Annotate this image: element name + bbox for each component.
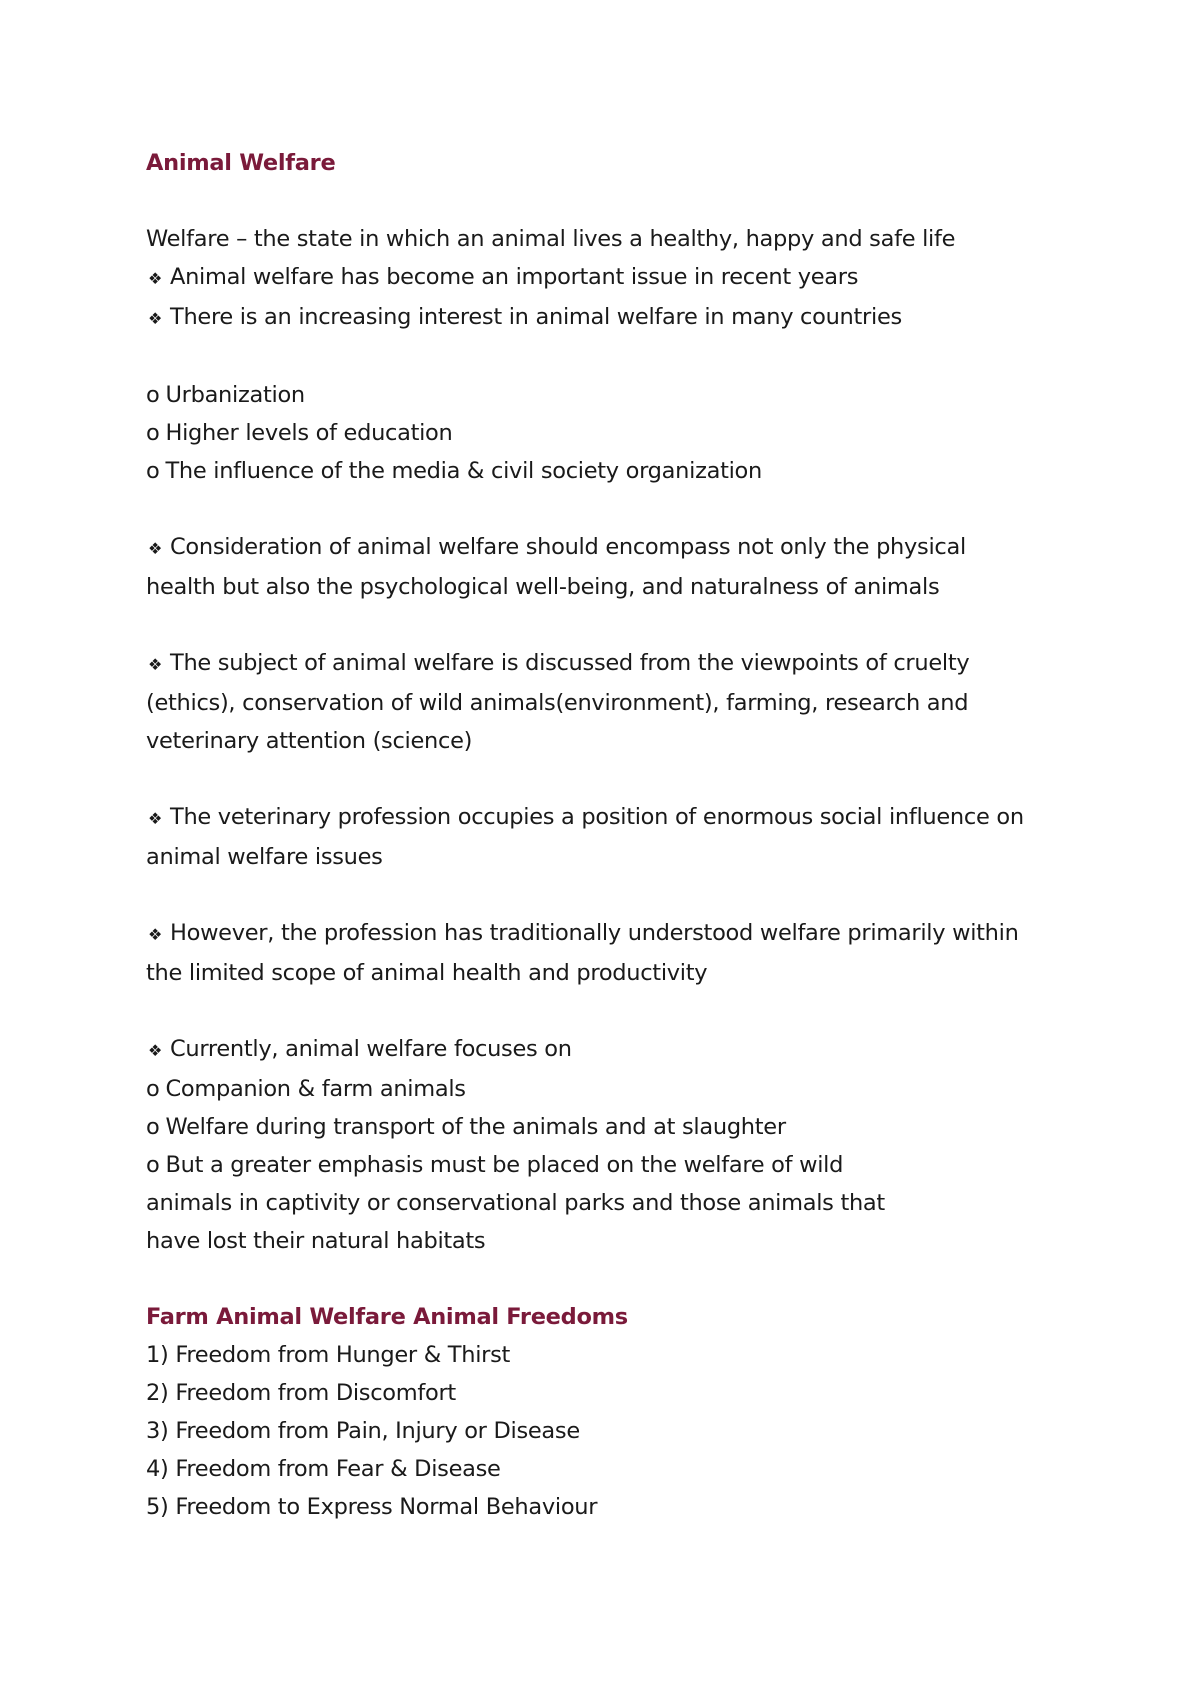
sub-list-item: o The influence of the media & civil society organization [146, 458, 762, 484]
diamond-bullet-icon: ❖ [147, 655, 163, 674]
freedom-item: 4) Freedom from Fear & Disease [146, 1456, 501, 1482]
diamond-bullet-icon: ❖ [147, 269, 163, 288]
sub-list-continuation: have lost their natural habitats [146, 1228, 486, 1254]
spacer [146, 606, 1086, 644]
bullet-continuation: (ethics), conservation of wild animals(environment), farming, research and [146, 690, 969, 716]
freedom-item: 1) Freedom from Hunger & Thirst [146, 1342, 511, 1368]
document-body [146, 144, 1086, 1526]
circle-bullet-icon: o [146, 1114, 160, 1140]
bullet-continuation: animal welfare issues [146, 844, 383, 870]
bullet-item: ❖ Currently, animal welfare focuses on [146, 1030, 1086, 1070]
sub-list-item: o Urbanization [146, 382, 305, 408]
sub-list-item: o Companion & farm animals [146, 1076, 466, 1102]
spacer [146, 338, 1086, 376]
sub-list-item: o Welfare during transport of the animals and at slaughter [146, 1114, 786, 1140]
sub-list-continuation: animals in captivity or conservational parks and those animals that [146, 1190, 885, 1216]
bullet-item: ❖ However, the profession has traditionally understood welfare primarily within [146, 914, 1086, 954]
spacer [146, 876, 1086, 914]
spacer [146, 1260, 1086, 1298]
bullet-item: ❖ Consideration of animal welfare should encompass not only the physical [146, 528, 1086, 568]
spacer [146, 992, 1086, 1030]
circle-bullet-icon: o [146, 420, 160, 446]
spacer [146, 760, 1086, 798]
circle-bullet-icon: o [146, 1076, 160, 1102]
spacer [146, 182, 1086, 220]
circle-bullet-icon: o [146, 1152, 160, 1178]
bullet-item: ❖ There is an increasing interest in animal welfare in many countries [146, 298, 1086, 338]
bullet-continuation: veterinary attention (science) [146, 728, 473, 754]
circle-bullet-icon: o [146, 458, 160, 484]
bullet-continuation: the limited scope of animal health and productivity [146, 960, 708, 986]
bullet-continuation: health but also the psychological well-being, and naturalness of animals [146, 574, 940, 600]
diamond-bullet-icon: ❖ [147, 309, 163, 328]
welfare-definition: Welfare – the state in which an animal lives a healthy, happy and safe life [146, 226, 956, 252]
diamond-bullet-icon: ❖ [147, 925, 163, 944]
bullet-item: ❖ Animal welfare has become an important issue in recent years [146, 258, 1086, 298]
heading-farm-animal-freedoms: Farm Animal Welfare Animal Freedoms [146, 1304, 628, 1330]
bullet-item: ❖ The subject of animal welfare is discussed from the viewpoints of cruelty [146, 644, 1086, 684]
freedom-item: 3) Freedom from Pain, Injury or Disease [146, 1418, 580, 1444]
freedom-item: 5) Freedom to Express Normal Behaviour [146, 1494, 598, 1520]
diamond-bullet-icon: ❖ [147, 809, 163, 828]
sub-list-item: o Higher levels of education [146, 420, 453, 446]
circle-bullet-icon: o [146, 382, 160, 408]
diamond-bullet-icon: ❖ [147, 1041, 163, 1060]
diamond-bullet-icon: ❖ [147, 539, 163, 558]
spacer [146, 490, 1086, 528]
heading-animal-welfare: Animal Welfare [146, 150, 336, 176]
freedom-item: 2) Freedom from Discomfort [146, 1380, 456, 1406]
bullet-item: ❖ The veterinary profession occupies a position of enormous social influence on [146, 798, 1086, 838]
sub-list-item: o But a greater emphasis must be placed on the welfare of wild [146, 1152, 844, 1178]
